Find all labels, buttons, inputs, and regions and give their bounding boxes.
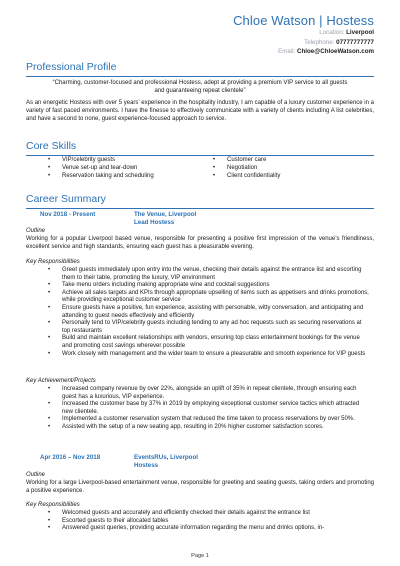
profile-quote: “Charming, customer-focused and professional Hostess, adept at providing a premium VIP service to all guests and guaranteeing repeat clientele” [52,80,348,94]
job-outline: Working for a large Liverpool-based entertainment venue, responsible for greeting and seating guests, taking orders and promoting a positive experience. [26,480,374,494]
career-title: Career Summary [26,193,106,205]
profile-body: As an energetic Hostess with over 5 years’ experience in the hospitality industry, I am capable of a luxury customer experience in a variety of fast paced environments. I have the finesse to effectively communicate with a variety of clients including A list celebrities, and have a second to none, guest experience-focused approach to service. [26,100,374,122]
contact-location [233,29,374,38]
job-company [134,211,196,227]
list-item: • Increased company revenue by over 22%, alongside an uplift of 35% in repeat clientele, through ensuring each guest has a luxurious, VIP experience. [26,386,370,401]
skill-item: • Negotiation [213,165,280,173]
list-item: • Take menu orders including making appropriate wine and cocktail suggestions [26,282,370,290]
list-item: • Increased the customer base by 37% in 2019 by employing exceptional customer service tactics which attracted new clientele. [26,401,370,416]
skills-divider [26,155,374,156]
job-responsibilities [26,267,370,358]
telephone-value: 07777777777 [336,38,374,46]
list-item: • Assisted with the setup of a new seating app, resulting in 20% higher customer satisfaction scores. [26,424,370,432]
job-company-name: The Venue, Liverpool [134,211,197,218]
skill-item: • VIP/celebrity guests [48,157,154,165]
list-item: • Welcomed guests and accurately and efficiently checked their details against the entrance list [26,510,370,518]
location-label: Location: [319,29,345,36]
job-outline-label: Outline [26,228,46,234]
list-item: • Personally tend to VIP/celebrity guests including tending to any ad hoc requests such as securing reservations at top restaurants [26,320,370,335]
list-item: • Answered guest queries, providing accurate information regarding the menu and drinks options, in- [26,525,370,533]
candidate-name: Chloe Watson | Hostess [233,13,374,28]
telephone-label: Telephone: [304,38,335,46]
profile-divider [26,76,374,77]
career-divider [26,208,374,209]
contact-email [233,48,374,57]
skill-item: • Venue set-up and tear-down [48,165,154,173]
skill-item: • Client confidentiality [213,173,280,181]
email-value[interactable]: Chloe@ChloeWatson.com [297,48,374,56]
list-item: • Implemented a customer reservation system that reduced the time taken to process reservations by over 50%. [26,416,370,424]
job-responsibilities-label: Key Responsibilities [26,259,80,265]
list-item: • Ensure guests have a positive, fun experience, assisting with personable, witty conversation, and anticipating and attending to guest needs effectively and efficiently [26,305,370,320]
skill-item: • Customer care [213,157,280,165]
page-number: Page 1 [191,553,209,559]
skills-left-column [48,157,154,180]
job-company [134,454,198,470]
list-item: • Greet guests immediately upon entry into the venue, checking their details against the entrance list and escorting them to their table, promoting the luxury, VIP environment [26,267,370,282]
job-responsibilities-label: Key Responsibilities [26,502,80,508]
job-outline: Working for a popular Liverpool based venue, responsible for presenting a positive first impression of the venue’s friendliness, excellent service and high standards, ensuring each guest has a pleasurable evening. [26,236,374,250]
cv-header [233,13,374,57]
skill-item: • Reservation taking and scheduling [48,173,154,181]
list-item: • Work closely with management and the wider team to ensure a pleasurable and smooth experience for VIP guests [26,351,370,359]
job-outline-label: Outline [26,472,46,478]
job-achievements [26,386,370,432]
job-role: Hostess [134,462,159,469]
job-date: Nov 2018 - Present [40,211,96,218]
contact-telephone [233,39,374,48]
list-item: • Build and maintain excellent relationships with vendors, ensuring top class entertainment bookings for the venue and promoting cost savings wherever possible [26,335,370,350]
location-value: Liverpool [346,29,374,36]
job-responsibilities [26,510,370,533]
list-item: • Escorted guests to their allocated tables [26,518,370,526]
job-company-name: EventsRUs, Liverpool [134,454,198,461]
email-label: Email: [278,48,296,56]
job-date: Apr 2016 – Nov 2018 [40,454,101,461]
profile-title: Professional Profile [26,61,117,73]
job-achievements-label: Key Achievement/Projects [26,378,96,384]
skills-title: Core Skills [26,140,77,152]
list-item: • Achieve all sales targets and KPIs through appropriate upselling of items such as appetisers and drinks promotions, while providing exceptional customer service [26,290,370,305]
job-role: Lead Hostess [134,219,175,226]
skills-right-column [213,157,280,180]
